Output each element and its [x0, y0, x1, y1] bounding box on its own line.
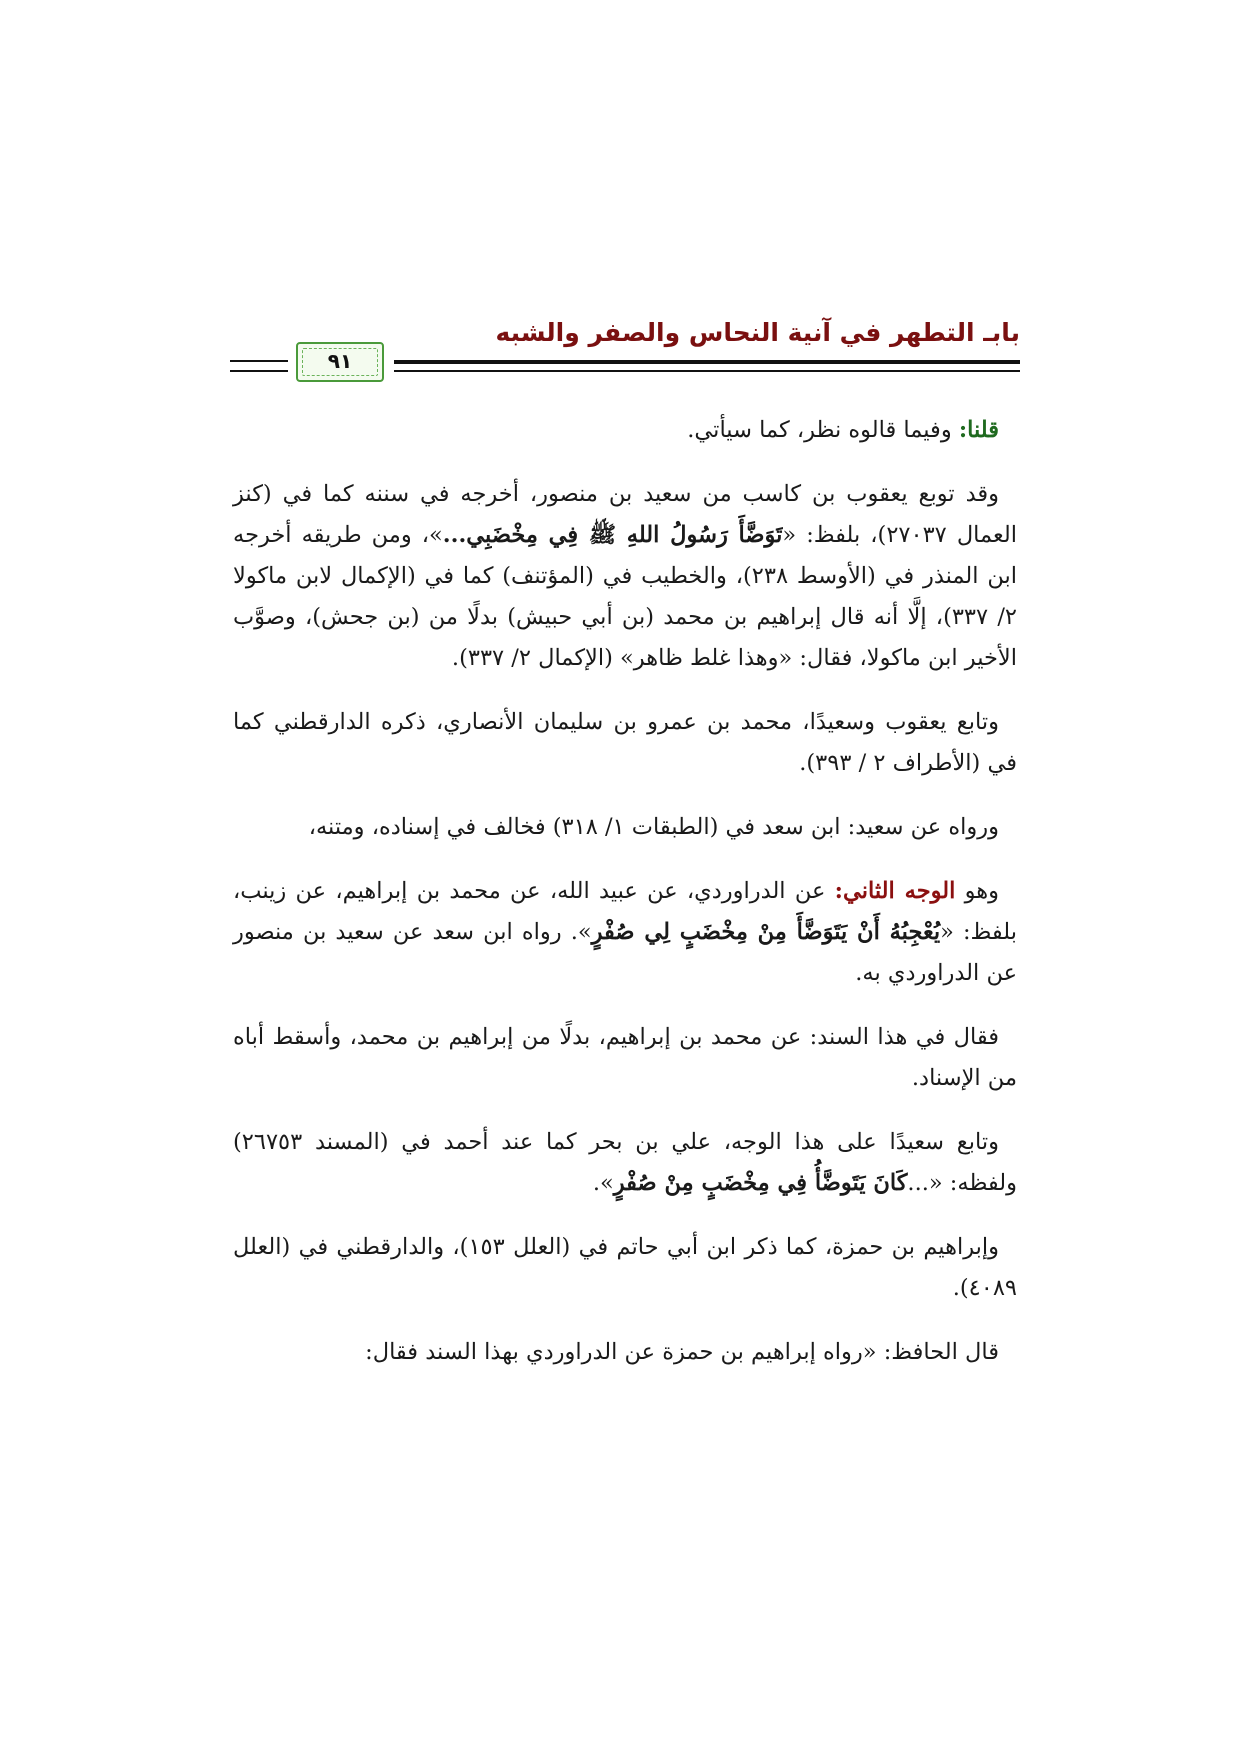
chapter-title: بابـ التطهر في آنية النحاس والصفر والشبه [495, 318, 1020, 347]
page-number: ٩١ [327, 349, 353, 373]
header-rule-right-thin [394, 370, 1020, 372]
hadith-quote-3: كَانَ يَتَوضَّأُ فِي مِخْضَبٍ مِنْ صُفْرٍ [613, 1170, 908, 1196]
paragraph-7-b: ». [592, 1170, 614, 1196]
keyword-qulna: قلنا: [958, 417, 999, 443]
header-rule-right-thick [394, 360, 1020, 364]
paragraph-2 [233, 474, 1017, 679]
paragraph-9: قال الحافظ: «رواه إبراهيم بن حمزة عن الدراوردي بهذا السند فقال: [365, 1339, 999, 1365]
header-rule-left-top [230, 360, 288, 362]
paragraph-6: فقال في هذا السند: عن محمد بن إبراهيم، بدلًا من إبراهيم بن محمد، وأسقط أباه من الإسناد. [233, 1024, 1017, 1091]
keyword-second-aspect: الوجه الثاني: [834, 878, 956, 904]
paragraph-5 [233, 871, 1017, 994]
paragraph-2-b: »، ومن طريقه أخرجه ابن المنذر في (الأوسط ٢٣٨)، والخطيب في (المؤتنف) كما في (الإكمال لابن ماكولا ٢/ ٣٣٧)، إلَّا أنه قال إبراهيم بن محمد (بن أبي حبيش) بدلًا من (بن جحش)، وصوَّب الأخير ابن ماكولا، فقال: «وهذا غلط ظاهر» (الإكمال ٢/ ٣٣٧). [233, 522, 1018, 671]
paragraph-5-a: وهو [955, 878, 999, 904]
hadith-quote-2: يُعْجِبُهُ أَنْ يَتَوَضَّأَ مِنْ مِخْضَبٍ لِي صُفْرٍ [591, 919, 941, 945]
paragraph-5-c: ». رواه ابن سعد عن سعيد بن منصور عن الدراوردي به. [233, 919, 1017, 986]
body-text [233, 410, 1017, 1396]
page-header [230, 318, 1020, 388]
paragraph-3: وتابع يعقوب وسعيدًا، محمد بن عمرو بن سليمان الأنصاري، ذكره الدارقطني كما في (الأطراف ٢ / ٣٩٣). [233, 709, 1017, 776]
paragraph-1 [233, 410, 1017, 451]
paragraph-7-a: وتابع سعيدًا على هذا الوجه، علي بن بحر كما عند أحمد في (المسند ٢٦٧٥٣) ولفظه: «... [233, 1129, 1017, 1196]
paragraph-5-b: عن الدراوردي، عن عبيد الله، عن محمد بن إبراهيم، عن زينب، بلفظ: « [233, 878, 1018, 945]
paragraph-4: ورواه عن سعيد: ابن سعد في (الطبقات ١/ ٣١٨) فخالف في إسناده، ومتنه، [308, 814, 999, 840]
paragraph-7 [233, 1122, 1017, 1204]
page-number-badge [296, 342, 384, 382]
header-rule-left-bottom [230, 370, 288, 372]
paragraph-2-a: وقد توبع يعقوب بن كاسب من سعيد بن منصور، أخرجه في سننه كما في (كنز العمال ٢٧٠٣٧)، بلفظ: « [233, 481, 1017, 548]
hadith-quote-1: تَوَضَّأَ رَسُولُ اللهِ ﷺ فِي مِخْضَبِي... [442, 522, 783, 548]
paragraph-1-text: وفيما قالوه نظر، كما سيأتي. [687, 417, 959, 443]
paragraph-8: وإبراهيم بن حمزة، كما ذكر ابن أبي حاتم في (العلل ١٥٣)، والدارقطني في (العلل ٤٠٨٩). [233, 1234, 1017, 1301]
